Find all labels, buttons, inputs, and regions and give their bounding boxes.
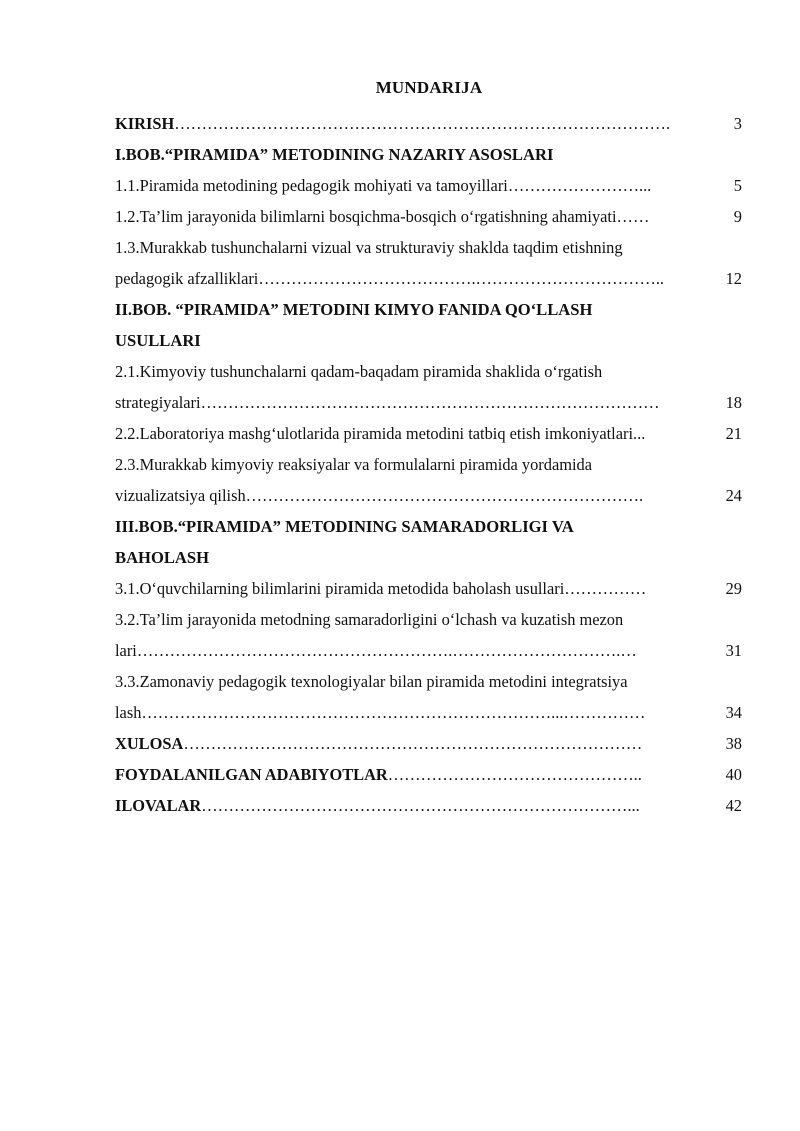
toc-entry-line: 2.1.Kimyoviy tushunchalarni qadam-baqadam piramida shaklida o‘rgatish (115, 362, 603, 381)
toc-entry-text: vizualizatsiya qilish (115, 486, 246, 505)
toc-entry (115, 573, 742, 604)
toc-leader-dots: ………………………………………………………………. (245, 486, 644, 505)
toc-entry-text: 2.2.Laboratoriya mashg‘ulotlarida piramida metodini tatbiq etish imkoniyatlari (115, 424, 633, 443)
page-title: MUNDARIJA (375, 78, 483, 97)
toc-section-entry (115, 108, 742, 139)
toc-page-number: 29 (725, 579, 742, 598)
toc-page-number: 18 (725, 393, 742, 412)
toc-entry (115, 635, 742, 666)
toc-section-entry (115, 759, 742, 790)
toc-entry-text: 3.1.O‘quvchilarning bilimlarini piramida metodida baholash usullari (115, 579, 565, 598)
toc-entry-line: 1.3.Murakkab tushunchalarni vizual va strukturaviy shaklda taqdim etishning (115, 238, 623, 257)
toc-entry (115, 387, 742, 418)
toc-section-entry (115, 790, 742, 821)
toc-page-number: 21 (725, 424, 742, 443)
toc-leader-dots: ………………………………………………………………………………. (174, 114, 671, 133)
toc-chapter-heading: II.BOB. “PIRAMIDA” METODINI KIMYO FANIDA QO‘LLASH (115, 300, 593, 319)
toc-entry-text: XULOSA (115, 734, 184, 753)
toc-entry (115, 170, 742, 201)
toc-entry-text: 1.2.Ta’lim jarayonida bilimlarni bosqichma-bosqich o‘rgatishning ahamiyati (115, 207, 617, 226)
toc-leader-dots: ……………………... (507, 176, 652, 195)
table-of-contents (115, 108, 742, 821)
toc-page-number: 40 (725, 765, 742, 784)
toc-chapter-heading: USULLARI (115, 331, 201, 350)
toc-entry (115, 418, 742, 449)
toc-entry-line: 3.2.Ta’lim jarayonida metodning samaradorligini o‘lchash va kuzatish mezon (115, 610, 624, 629)
toc-leader-dots: ………………………………………………………………………… (200, 393, 660, 412)
toc-entry-text: lash (115, 703, 142, 722)
toc-entry (115, 263, 742, 294)
toc-page-number: 24 (725, 486, 742, 505)
toc-leader-dots: ……………………………………….. (387, 765, 642, 784)
toc-leader-dots: ... (633, 424, 646, 443)
toc-page-number: 38 (725, 734, 742, 753)
toc-page-number: 5 (733, 176, 742, 195)
toc-entry (115, 697, 742, 728)
toc-entry-text: 1.1.Piramida metodining pedagogik mohiyati va tamoyillari (115, 176, 508, 195)
toc-entry-line: 3.3.Zamonaviy pedagogik texnologiyalar bilan piramida metodini integratsiya (115, 672, 628, 691)
toc-entry-line: 2.3.Murakkab kimyoviy reaksiyalar va formulalarni piramida yordamida (115, 455, 593, 474)
toc-entry (115, 480, 742, 511)
toc-page-number: 34 (725, 703, 742, 722)
toc-leader-dots: ………………………………….…………………………….. (258, 269, 665, 288)
toc-leader-dots: ………………………………………………………………………… (183, 734, 643, 753)
toc-leader-dots: …………… (564, 579, 647, 598)
toc-chapter-heading: BAHOLASH (115, 548, 210, 567)
toc-page-number: 9 (733, 207, 742, 226)
toc-entry (115, 201, 742, 232)
toc-entry-text: KIRISH (115, 114, 175, 133)
toc-leader-dots: …………………………………………………………………...…………… (141, 703, 646, 722)
toc-entry-text: lari (115, 641, 137, 660)
toc-section-entry (115, 728, 742, 759)
toc-chapter-heading: III.BOB.“PIRAMIDA” METODINING SAMARADORLIGI VA (115, 517, 574, 536)
toc-page-number: 42 (725, 796, 742, 815)
toc-leader-dots: ………………………………………………….………………………….… (136, 641, 637, 660)
toc-entry-text: FOYDALANILGAN ADABIYOTLAR (115, 765, 388, 784)
toc-page-number: 12 (725, 269, 742, 288)
toc-entry-text: ILOVALAR (115, 796, 202, 815)
toc-chapter-heading: I.BOB.“PIRAMIDA” METODINING NAZARIY ASOSLARI (115, 145, 554, 164)
toc-entry-text: pedagogik afzalliklari (115, 269, 259, 288)
toc-page-number: 3 (733, 114, 742, 133)
toc-page-number: 31 (725, 641, 742, 660)
toc-entry-text: strategiyalari (115, 393, 201, 412)
toc-leader-dots: …… (616, 207, 650, 226)
toc-leader-dots: ……………………………………………………………………... (201, 796, 640, 815)
